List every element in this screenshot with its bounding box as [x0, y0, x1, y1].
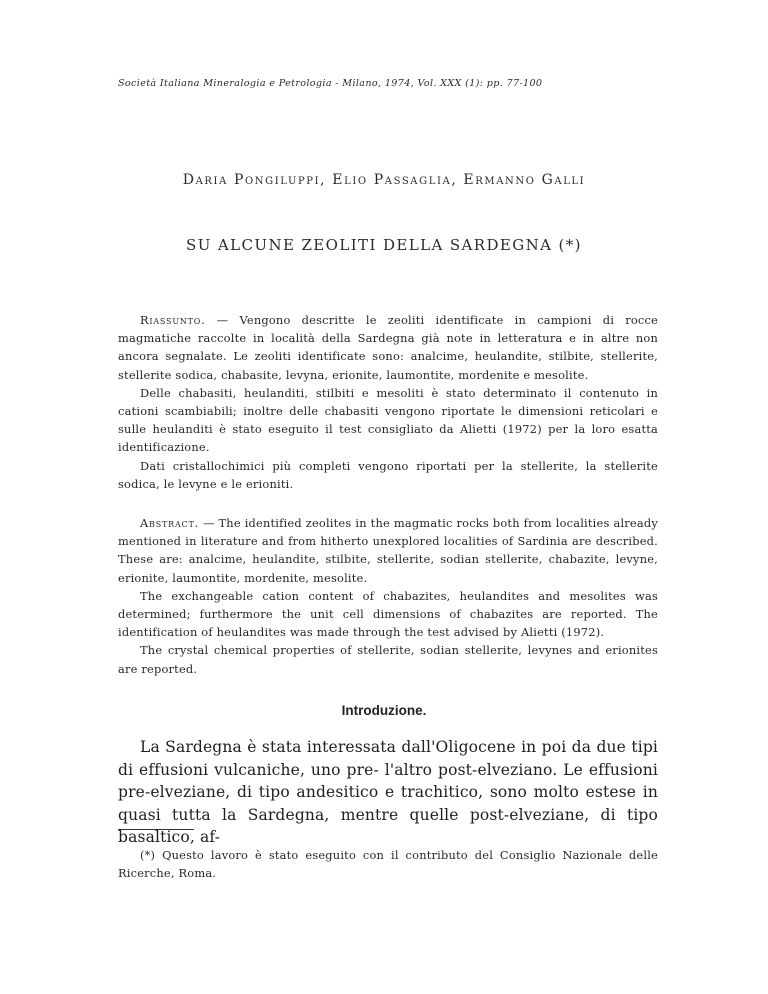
abstract-section	[118, 514, 658, 678]
footnote-text: (*) Questo lavoro è stato eseguito con il contributo del Consiglio Nazionale delle Ricerche, Roma.	[118, 848, 658, 880]
riassunto-label: Riassunto.	[140, 313, 206, 327]
abstract-label: Abstract.	[140, 516, 199, 530]
riassunto-section	[118, 311, 658, 493]
section-heading-introduzione: Introduzione.	[341, 703, 427, 718]
introduction-paragraph-1: La Sardegna è stata interessata dall'Oligocene in poi da due tipi di effusioni vulcaniche, uno pre- l'altro post-elveziano. Le effusioni pre-elveziane, di tipo andesitico e trachitico, sono molto estese in quasi tutta la Sardegna, mentre quelle post-elveziane, di tipo basaltico, af-	[118, 738, 658, 847]
riassunto-paragraph-1	[118, 311, 658, 384]
abstract-paragraph-2: The exchangeable cation content of chabazites, heulandites and mesolites was determined; furthermore the unit cell dimensions of chabazites are reported. The identification of heulandites was made through the test advised by Alietti (1972).	[118, 588, 658, 640]
riassunto-paragraph-2: Delle chabasiti, heulanditi, stilbiti e mesoliti è stato determinato il contenuto in cationi scambiabili; inoltre delle chabasiti vengono riportate le dimensioni reticolari e sulle heulanditi è stato eseguito il test consigliato da Alietti (1972) per la loro esatta identificazione.	[118, 385, 658, 455]
abstract-paragraph-1	[118, 514, 658, 587]
author-list: Daria Pongiluppi, Elio Passaglia, Ermanno Galli	[182, 172, 586, 188]
riassunto-text-1: — Vengono descritte le zeoliti identificate in campioni di rocce magmatiche raccolte in località della Sardegna già note in letteratura e in altre non ancora segnalate. Le zeoliti identificate sono: analcime, heulandite, stilbite, stellerite, stellerite sodica, chabasite, levyna, erionite, laumontite, mordenite e mesolite.	[118, 313, 658, 382]
paper-title: SU ALCUNE ZEOLITI DELLA SARDEGNA (*)	[186, 236, 582, 254]
riassunto-paragraph-3: Dati cristallochimici più completi vengono riportati per la stellerite, la stellerite sodica, le levyne e le erioniti.	[118, 458, 658, 491]
journal-citation-header: Società Italiana Mineralogia e Petrologia - Milano, 1974, Vol. XXX (1): pp. 77-100	[118, 78, 543, 89]
footnote	[118, 846, 658, 882]
footnote-divider	[118, 829, 194, 830]
abstract-text-1: — The identified zeolites in the magmatic rocks both from localities already mentioned in literature and from hitherto unexplored localities of Sardinia are described. These are: analcime, heulandite, stilbite, stellerite, sodian stellerite, chabazite, levyne, erionite, laumontite, mordenite, mesolite.	[118, 516, 658, 585]
introduction-body	[118, 736, 658, 849]
abstract-paragraph-3: The crystal chemical properties of stellerite, sodian stellerite, levynes and erionites are reported.	[118, 643, 658, 676]
